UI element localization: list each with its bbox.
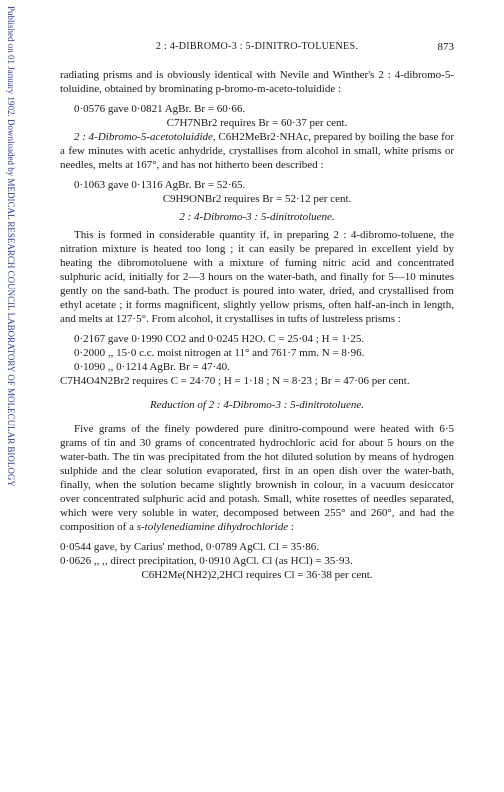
analysis-1-line-1: 0·0576 gave 0·0821 AgBr. Br = 60·66. [74, 103, 246, 115]
analysis-4-line-3: C6H2Me(NH2)2,2HCl requires Cl = 36·38 per cent. [141, 569, 373, 581]
page-number: 873 [437, 41, 454, 53]
analysis-4-line-2: 0·0626 ,, ,, direct precipitation, 0·0910 AgCl. Cl (as HCl) = 35·93. [60, 555, 353, 567]
compound-name-acetotoluidide: 2 : 4-Dibromo-5-acetotoluidide, [74, 131, 216, 143]
download-notice: Published on 01 January 1902. Downloaded by MEDICAL RESEARCH COUNCIL LABORATORY OF MOLECULAR BIOLOGY [6, 6, 16, 487]
analysis-3-line-4: C7H4O4N2Br2 requires C = 24·70 ; H = 1·18 ; N = 8·23 ; Br = 47·06 per cent. [60, 375, 410, 387]
download-sidebar [0, 0, 22, 792]
analysis-2-line-1: 0·1063 gave 0·1316 AgBr. Br = 52·65. [74, 179, 246, 191]
paragraph-4-end: : [288, 521, 294, 533]
analysis-2-line-2: C9H9ONBr2 requires Br = 52·12 per cent. [162, 193, 352, 205]
page-header [60, 40, 454, 56]
paper-page [60, 40, 454, 582]
paragraph-1: radiating prisms and is obviously identical with Nevile and Winther's 2 : 4-dibromo-5-toluidine, obtained by brominating p-bromo-m-aceto-toluidide : [60, 69, 454, 95]
paragraph-2-text: C6H2MeBr2·NHAc, prepared by boiling the base for a few minutes with acetic anhydride, crystallises from alcohol in small, white prisms or needles, melts at 167°, and has not hitherto been described : [60, 131, 454, 171]
running-title: 2 : 4-DIBROMO-3 : 5-DINITRO-TOLUENES. [155, 41, 359, 52]
analysis-3-line-1: 0·2167 gave 0·1990 CO2 and 0·0245 H2O. C = 25·04 ; H = 1·25. [74, 333, 365, 345]
analysis-4-line-1: 0·0544 gave, by Carius' method, 0·0789 AgCl. Cl = 35·86. [60, 541, 320, 553]
paragraph-2 [60, 130, 454, 172]
analysis-3-line-2: 0·2000 ,, 15·0 c.c. moist nitrogen at 11° and 761·7 mm. N = 8·96. [74, 347, 365, 359]
section-title-reduction: Reduction of 2 : 4-Dibromo-3 : 5-dinitrotoluene. [150, 399, 364, 411]
paragraph-4 [60, 422, 454, 534]
analysis-1-line-2: C7H7NBr2 requires Br = 60·37 per cent. [166, 117, 348, 129]
section-title-dinitrotoluene: 2 : 4-Dibromo-3 : 5-dinitrotoluene. [179, 211, 335, 223]
paragraph-4-text: Five grams of the finely powdered pure dinitro-compound were heated with 6·5 grams of tin and 30 grams of concentrated hydrochloric acid for about 5 hours on the water-bath. The tin was precipitated from the hot diluted solution by means of hydrogen sulphide and the clear solution evaporated, first in an open dish over the water-bath, finally, when the solution became slightly brownish in colour, in a vacuum desiccator over concentrated sulphuric acid and potash. Small, white rosettes of needles separated, which were very soluble in water, decomposed between 255° and 260°, and had the composition of a [60, 423, 454, 533]
analysis-3-line-3: 0·1090 ,, 0·1214 AgBr. Br = 47·40. [74, 361, 230, 373]
compound-name-diamine: s-tolylenediamine dihydrochloride [136, 521, 289, 533]
paragraph-3: This is formed in considerable quantity if, in preparing 2 : 4-dibromo-toluene, the nitration mixture is heated too long ; it can easily be prepared in excellent yield by heating the dibromotoluene with a mixture of fuming nitric acid and concentrated sulphuric acid, initially for 2—3 hours on the water-bath, and finally for 5—10 minutes gently on the sand-bath. The product is poured into water, dried, and crystallised from ethyl acetate ; it forms magnificent, slightly yellow prisms, often half-an-inch in length, and melts at 127·5°. From alcohol, it crystallises in tufts of lustreless prisms : [60, 229, 454, 325]
